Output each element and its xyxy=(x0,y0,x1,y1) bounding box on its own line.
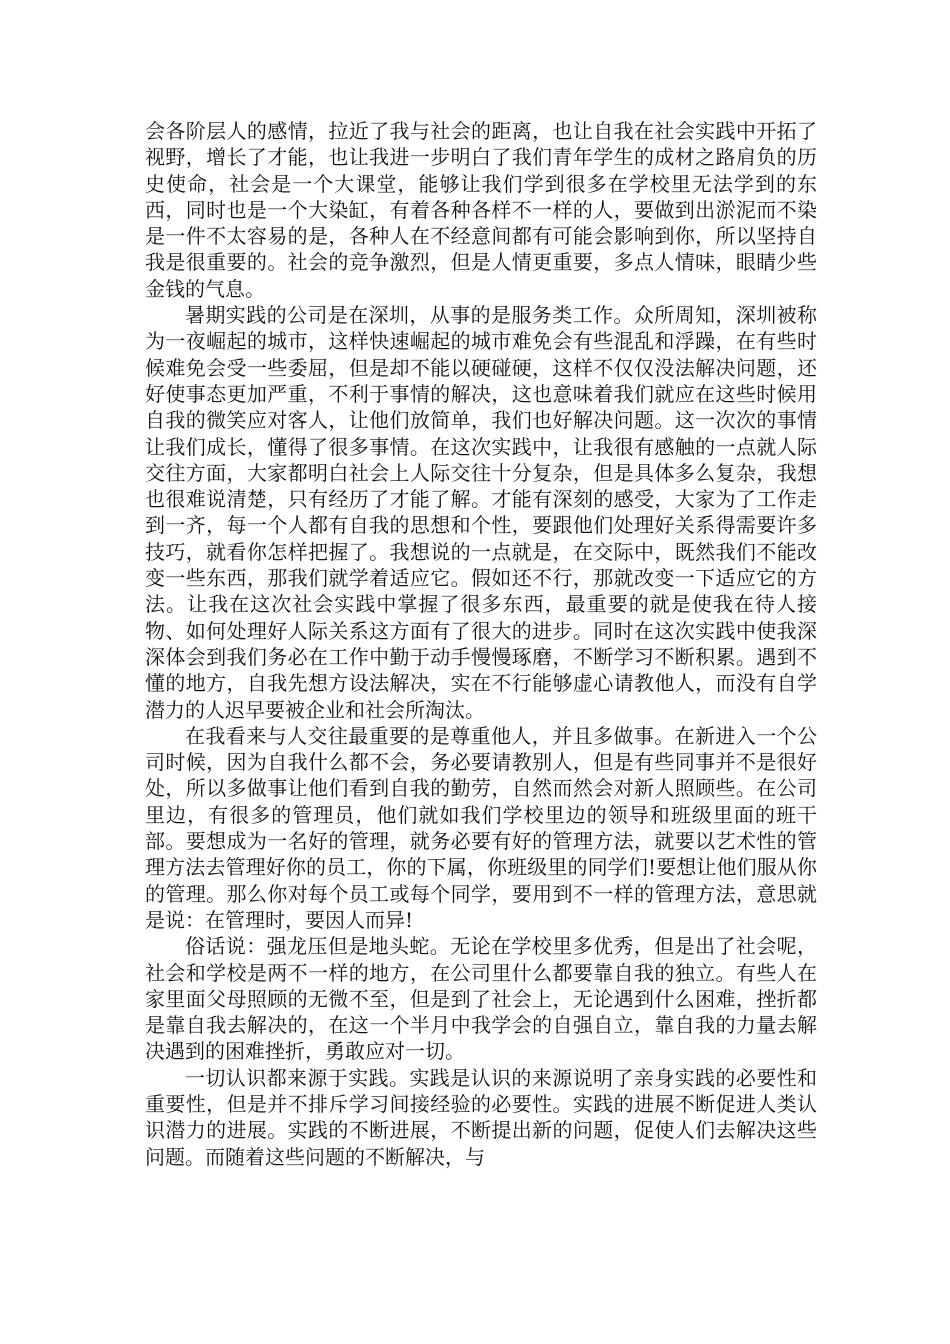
paragraph-5: 一切认识都来源于实践。实践是认识的来源说明了亲身实践的必要性和重要性，但是并不排斥学习间接经验的必要性。实践的进展不断促进人类认识潜力的进展。实践的不断进展，不断提出新的问题，促使人们去解决这些问题。而随着这些问题的不断解决，与 xyxy=(145,1065,817,1169)
paragraph-3: 在我看来与人交往最重要的是尊重他人，并且多做事。在新进入一个公司时候，因为自我什么都不会，务必要请教别人，但是有些同事并不是很好处，所以多做事让他们看到自我的勤劳，自然而然会对新人照顾些。在公司里边，有很多的管理员，他们就如我们学校里边的领导和班级里面的班干部。要想成为一名好的管理，就务必要有好的管理方法，就要以艺术性的管理方法去管理好你的员工，你的下属，你班级里的同学们!要想让他们服从你的管理。那么你对每个员工或每个同学，要用到不一样的管理方法，意思就是说：在管理时，要因人而异! xyxy=(145,723,817,932)
paragraph-1: 会各阶层人的感情，拉近了我与社会的距离，也让自我在社会实践中开拓了视野，增长了才能，也让我进一步明白了我们青年学生的成材之路肩负的历史使命，社会是一个大课堂，能够让我们学到很多在学校里无法学到的东西，同时也是一个大染缸，有着各种各样不一样的人，要做到出淤泥而不染是一件不太容易的是，各种人在不经意间都有可能会影响到你，所以坚持自我是很重要的。社会的竞争激烈，但是人情更重要，多点人情味，眼睛少些金钱的气息。 xyxy=(145,119,817,301)
paragraph-4: 俗话说：强龙压但是地头蛇。无论在学校里多优秀，但是出了社会呢，社会和学校是两不一样的地方，在公司里什么都要靠自我的独立。有些人在家里面父母照顾的无微不至，但是到了社会上，无论遇到什么困难，挫折都是靠自我去解决的，在这一个半月中我学会的自强自立，靠自我的力量去解决遇到的困难挫折，勇敢应对一切。 xyxy=(145,934,817,1064)
paragraph-2: 暑期实践的公司是在深圳，从事的是服务类工作。众所周知，深圳被称为一夜崛起的城市，这样快速崛起的城市难免会有些混乱和浮躁，在有些时候难免会受一些委屈，但是却不能以硬碰硬，这样不仅仅没法解决问题，还好使事态更加严重，不利于事情的解决，这也意味着我们就应在这些时候用自我的微笑应对客人，让他们放简单，我们也好解决问题。这一次次的事情让我们成长，懂得了很多事情。在这次实践中，让我很有感触的一点就人际交往方面，大家都明白社会上人际交往十分复杂，但是具体多么复杂，我想也很难说清楚，只有经历了才能了解。才能有深刻的感受，大家为了工作走到一齐，每一个人都有自我的思想和个性，要跟他们处理好关系得需要许多技巧，就看你怎样把握了。我想说的一点就是，在交际中，既然我们不能改变一些东西，那我们就学着适应它。假如还不行，那就改变一下适应它的方法。让我在这次社会实践中掌握了很多东西，最重要的就是使我在待人接物、如何处理好人际关系这方面有了很大的进步。同时在这次实践中使我深深体会到我们务必在工作中勤于动手慢慢琢磨，不断学习不断积累。遇到不懂的地方，自我先想方设法解决，实在不行能够虚心请教他人，而没有自学潜力的人迟早要被企业和社会所淘汰。 xyxy=(145,303,817,722)
document-body xyxy=(145,118,817,1170)
